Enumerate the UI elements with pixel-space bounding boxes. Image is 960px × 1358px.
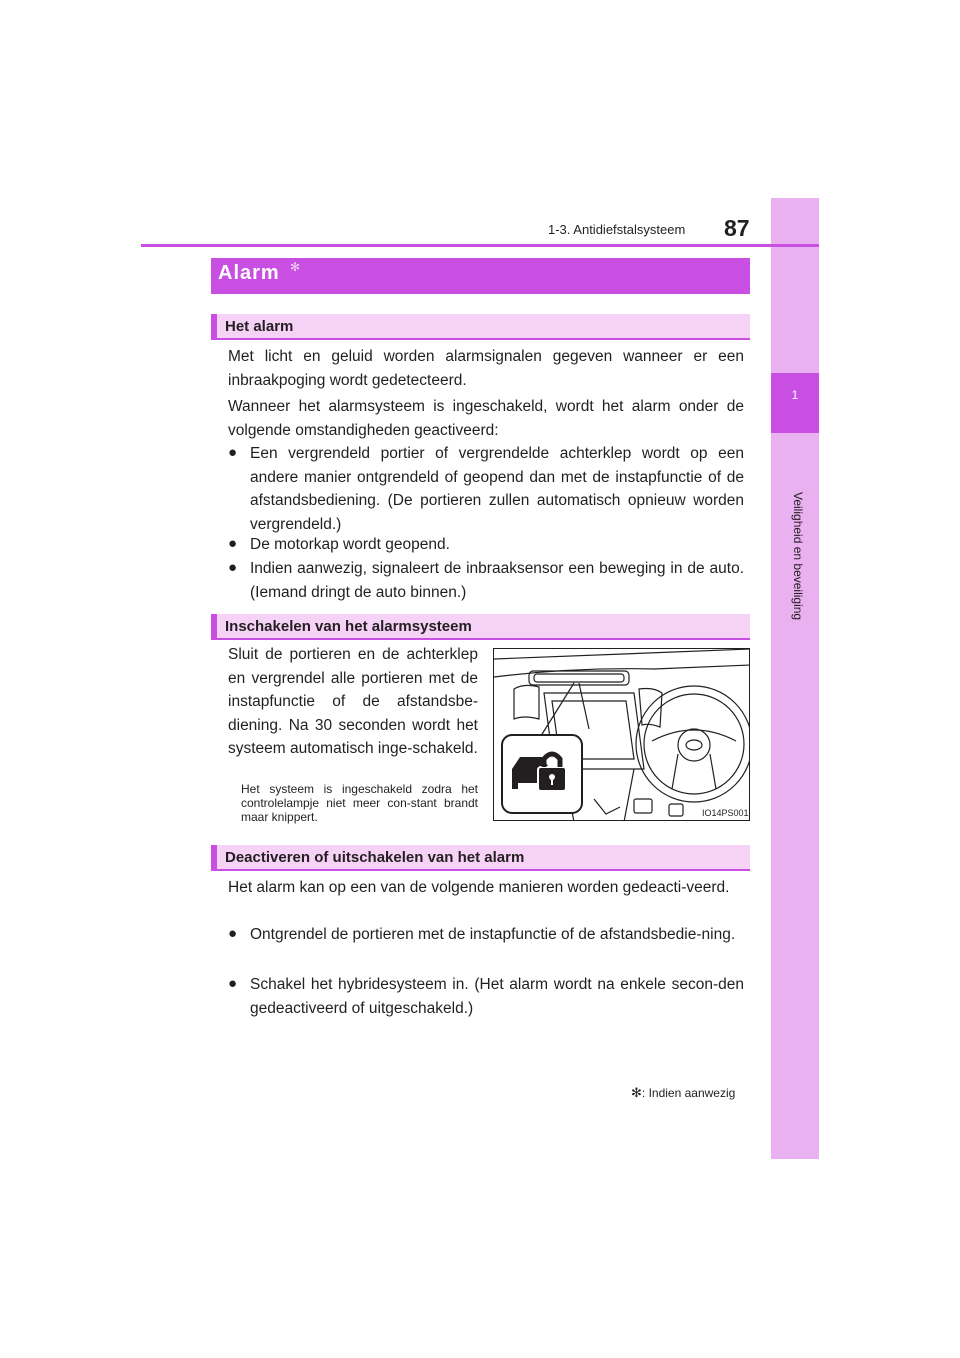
paragraph-alarm-intro: Met licht en geluid worden alarmsignalen gegeven wanneer er een inbraakpoging wordt gedetecteerd. bbox=[228, 348, 744, 389]
bullet-item: De motorkap wordt geopend. bbox=[250, 536, 450, 553]
paragraph-alarm-conditions: Wanneer het alarmsysteem is ingeschakeld, wordt het alarm onder de volgende omstandigheden geactiveerd: bbox=[228, 398, 744, 439]
side-thumb-tab bbox=[771, 198, 819, 1159]
footnote bbox=[631, 1085, 735, 1101]
bullet-marker: ● bbox=[228, 925, 238, 942]
header-rule bbox=[141, 244, 819, 247]
subheading-inschakelen: Inschakelen van het alarmsysteem bbox=[225, 618, 472, 635]
paragraph-deactiveren: Het alarm kan op een van de volgende manieren worden gedeacti-veerd. bbox=[228, 879, 730, 896]
chapter-number: 1 bbox=[791, 388, 799, 402]
figure-code: IO14PS001 bbox=[702, 808, 749, 818]
dashboard-illustration bbox=[493, 648, 750, 821]
subheading-het-alarm: Het alarm bbox=[225, 318, 294, 335]
bullet-item: Schakel het hybridesysteem in. (Het alarm wordt na enkele secon-den gedeactiveerd of uitgeschakeld.) bbox=[250, 976, 744, 1017]
side-tab-active-marker bbox=[771, 373, 819, 433]
title-footnote-marker: ✻ bbox=[290, 260, 301, 274]
paragraph-inschakelen: Sluit de portieren en de achterklep en vergrendel alle portieren met de instapfunctie of de afstandsbe-diening. Na 30 seconden wordt het systeem automatisch inge-schakeld. bbox=[228, 646, 478, 757]
bullet-item: Een vergrendeld portier of vergrendelde achterklep wordt op een andere manier ontgrendeld of geopend dan met de instapfunctie of de afstandsbediening. (De portieren zullen automatisch opnieuw worden vergrendeld.) bbox=[250, 445, 744, 533]
footnote-marker: ✻ bbox=[631, 1085, 642, 1100]
bullet-marker: ● bbox=[228, 444, 238, 461]
page-number: 87 bbox=[724, 215, 750, 241]
note-inschakelen: Het systeem is ingeschakeld zodra het controlelampje niet meer con-stant brandt maar knippert. bbox=[241, 782, 478, 824]
bullet-item: Indien aanwezig, signaleert de inbraaksensor een beweging in de auto. (Iemand dringt de auto binnen.) bbox=[250, 560, 744, 601]
chapter-title: Veiligheid en beveiliging bbox=[791, 492, 805, 621]
subheading-deactiveren: Deactiveren of uitschakelen van het alarm bbox=[225, 849, 525, 866]
page-title: Alarm bbox=[218, 262, 280, 284]
footnote-text: : Indien aanwezig bbox=[641, 1086, 736, 1100]
bullet-item: Ontgrendel de portieren met de instapfunctie of de afstandsbedie-ning. bbox=[250, 926, 736, 943]
bullet-marker: ● bbox=[228, 975, 238, 992]
running-header-section: 1-3. Antidiefstalsysteem bbox=[548, 222, 686, 237]
bullet-marker: ● bbox=[228, 535, 238, 552]
bullet-marker: ● bbox=[228, 559, 238, 576]
